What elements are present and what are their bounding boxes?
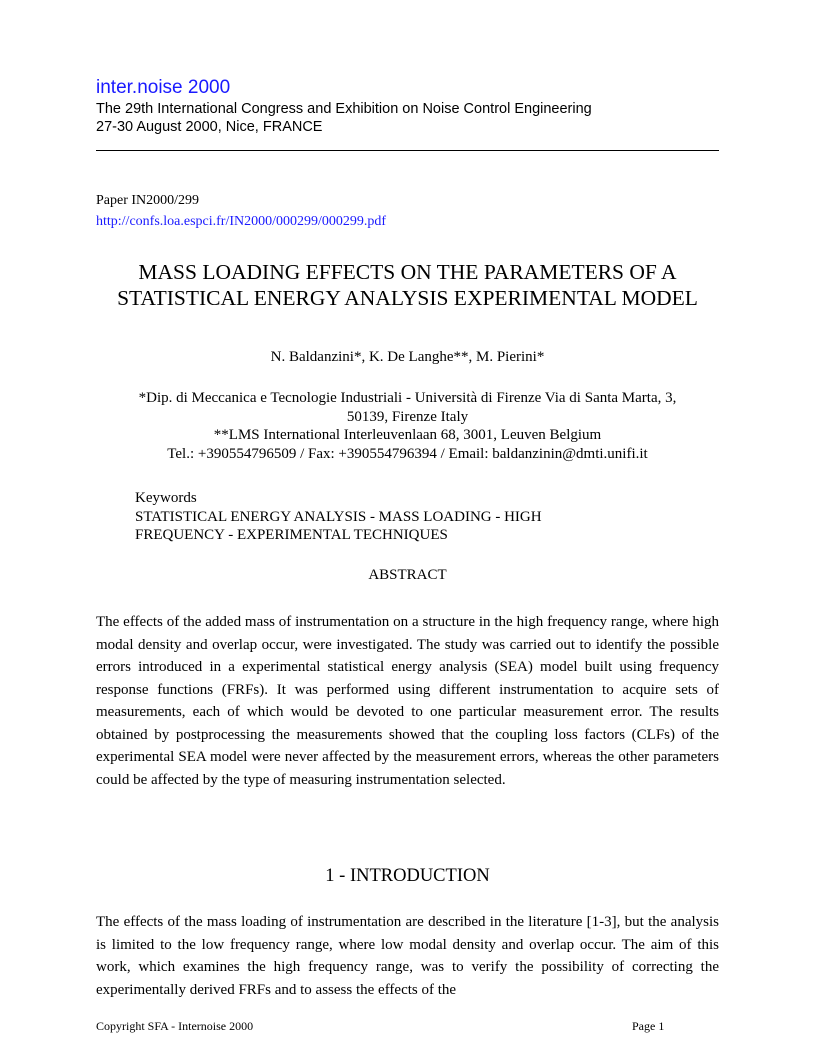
abstract-text: The effects of the added mass of instrumentation on a structure in the high frequency range, where high modal density and overlap occur, were investigated. The study was carried out to identify the possible errors introduced in a experimental statistical energy analysis (SEA) model built using frequency response functions (FRFs). It was performed using different instrumentation to acquire sets of measurements, each of which would be devoted to one particular measurement error. The results obtained by postprocessing the measurements showed that the coupling loss factors (CLFs) of the experimental SEA model were never affected by the measurement errors, whereas the other parameters could be affected by the type of measuring instrumentation selected. [96, 614, 719, 788]
keywords-line: FREQUENCY - EXPERIMENTAL TECHNIQUES [135, 527, 448, 543]
keywords-block [135, 489, 542, 545]
introduction-text: The effects of the mass loading of instrumentation are described in the literature [1-3], but the analysis is limited to the low frequency range, where low modal density and overlap occur. The aim of this work, which examines the high frequency range, was to verify the possibility of correcting the experimentally derived FRFs and to assess the effects of the [96, 914, 719, 998]
paper-id: Paper IN2000/299 [96, 193, 200, 208]
keywords-line: STATISTICAL ENERGY ANALYSIS - MASS LOADING - HIGH [135, 508, 542, 525]
conference-date-place: 27-30 August 2000, Nice, FRANCE [96, 119, 323, 135]
paper-title: MASS LOADING EFFECTS ON THE PARAMETERS OF A STATISTICAL ENERGY ANALYSIS EXPERIMENTAL MODEL [117, 260, 698, 310]
footer-copyright: Copyright SFA - Internoise 2000 [96, 1019, 254, 1033]
abstract-heading: ABSTRACT [368, 567, 447, 583]
keywords-heading: Keywords [135, 490, 197, 506]
authors: N. Baldanzini*, K. De Langhe**, M. Pierini* [270, 349, 545, 365]
footer-page-number: Page 1 [632, 1019, 665, 1033]
introduction-heading: 1 - INTRODUCTION [325, 866, 490, 886]
conference-full-name: The 29th International Congress and Exhibition on Noise Control Engineering [96, 101, 592, 117]
contact-line: Tel.: +390554796509 / Fax: +390554796394 / Email: baldanzinin@dmti.unifi.it [167, 445, 648, 462]
paper-url-link[interactable]: http://confs.loa.espci.fr/IN2000/000299/000299.pdf [96, 214, 387, 229]
header-divider [96, 150, 719, 151]
conference-name: inter.noise 2000 [96, 77, 231, 98]
affiliation-line: 50139, Firenze Italy [346, 408, 469, 425]
affiliations [96, 389, 719, 463]
affiliation-line: **LMS International Interleuvenlaan 68, 3001, Leuven Belgium [213, 427, 602, 443]
affiliation-line: *Dip. di Meccanica e Tecnologie Industriali - Università di Firenze Via di Santa Marta, 3, [138, 390, 677, 406]
